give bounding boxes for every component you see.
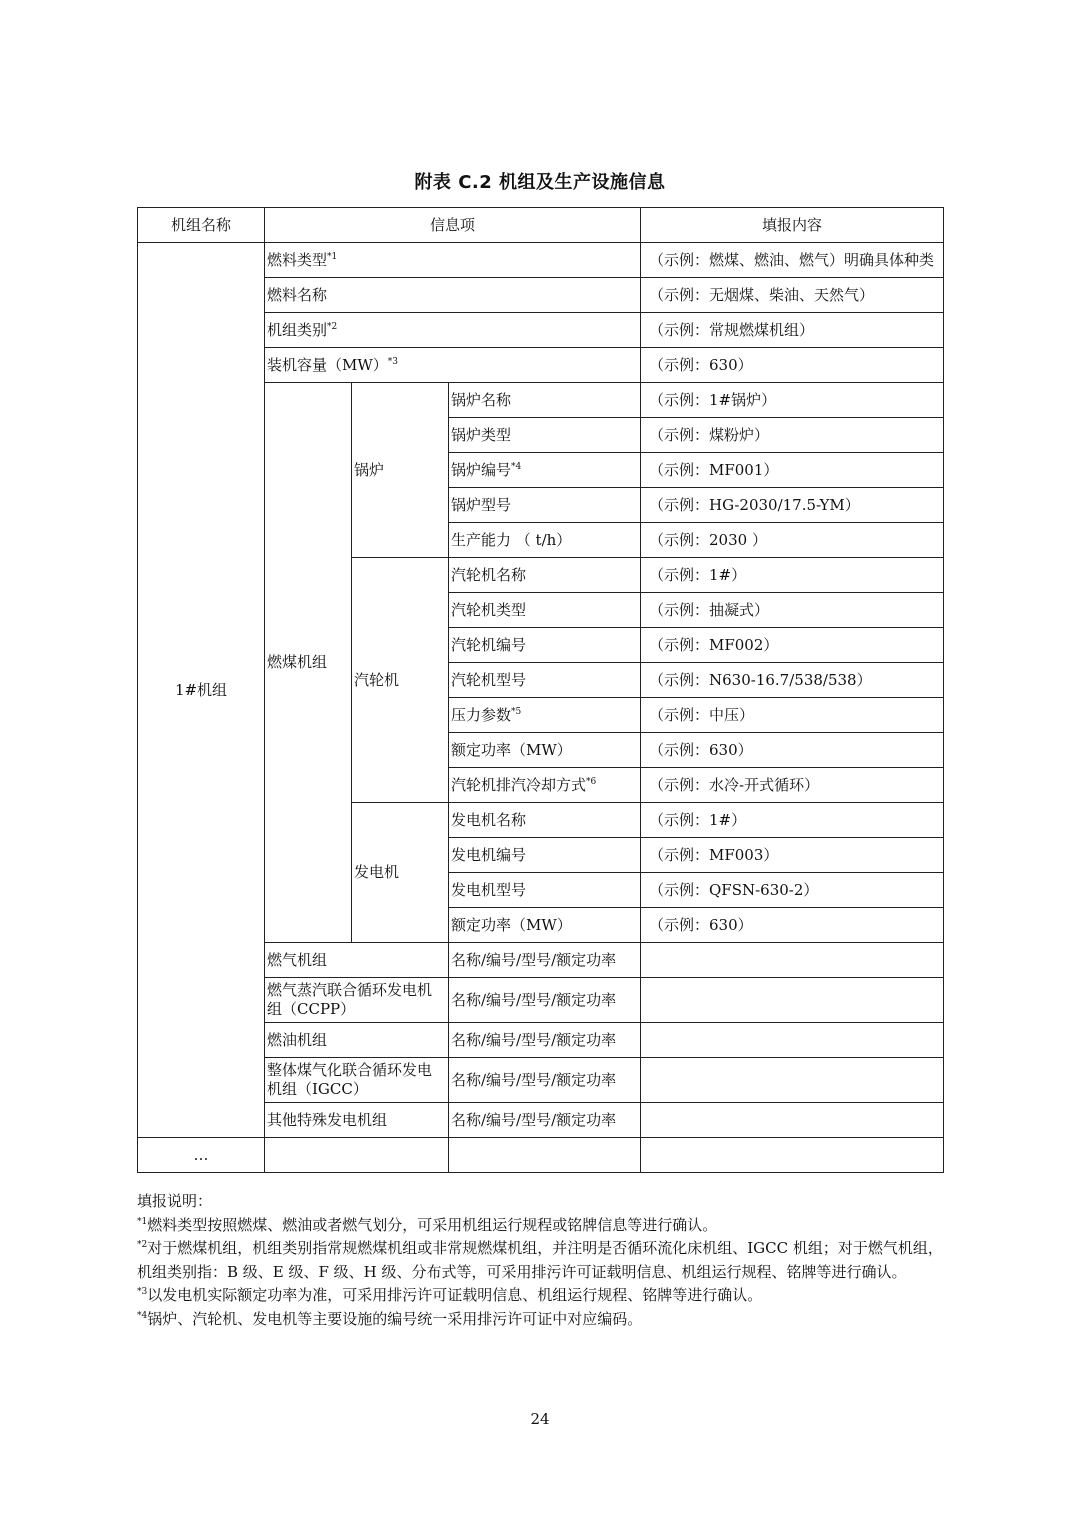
content-cell-text: （示例：煤粉炉） [649,425,770,444]
other-unit-item-cell [449,1103,641,1138]
footnote-mark: *1 [137,1216,148,1227]
ellipsis-cell-text: … [193,1145,209,1164]
equipment-group-cell [352,558,449,803]
footnote-mark: *5 [511,706,522,717]
equipment-item-cell-text: 压力参数 [451,705,512,724]
page-number: 24 [530,1410,550,1428]
equipment-item-cell [449,698,641,733]
other-unit-label-cell [265,1023,449,1058]
content-cell [641,733,944,768]
footnote-mark: *4 [137,1310,148,1321]
equipment-item-cell [449,453,641,488]
other-unit-label-cell-text: 燃油机组 [267,1030,328,1049]
other-unit-item-cell-text: 名称/编号/型号/额定功率 [451,990,617,1009]
content-cell [641,593,944,628]
other-unit-label-cell [265,943,449,978]
info-item-cell-text: 装机容量（MW） [267,355,388,374]
footnote-mark: *3 [387,356,399,367]
footnote-mark: *2 [327,321,338,332]
footnote-mark: *1 [327,251,338,262]
content-cell [641,313,944,348]
equipment-group-cell-text: 发电机 [354,863,400,881]
equipment-item-cell [449,768,641,803]
other-unit-item-cell-text: 名称/编号/型号/额定功率 [451,950,617,969]
ellipsis-cell [138,1138,265,1173]
other-unit-item-cell-text: 名称/编号/型号/额定功率 [451,1070,617,1089]
equipment-item-cell-text: 汽轮机型号 [451,670,527,689]
equipment-item-cell-text: 锅炉名称 [451,390,512,409]
info-item-cell-text: 机组类别 [267,320,328,339]
info-item-cell-text: 燃料类型 [267,250,328,269]
content-cell [641,978,944,1023]
equipment-item-cell-text: 锅炉类型 [451,425,512,444]
coal-unit-cell [265,383,352,943]
empty-cell [265,1138,449,1173]
equipment-item-cell-text: 汽轮机类型 [451,600,527,619]
header-info-item: 信息项 [265,208,641,243]
content-cell-text: （示例：N630-16.7/538/538） [649,670,872,689]
content-cell [641,838,944,873]
equipment-item-cell [449,873,641,908]
equipment-group-cell-text: 锅炉 [354,460,385,479]
content-cell-text: （示例：MF002） [649,635,779,654]
other-unit-item-cell-text: 名称/编号/型号/额定功率 [451,1110,617,1129]
equipment-item-cell [449,593,641,628]
other-unit-label-cell-text: 燃气机组 [267,950,328,969]
content-cell-text: （示例：QFSN-630-2） [649,880,819,899]
content-cell-text: （示例：MF003） [649,845,779,864]
info-item-cell-text: 燃料名称 [267,285,328,304]
info-item-cell [265,278,641,313]
equipment-group-cell [352,803,449,943]
content-cell-text: （示例：2030 ） [649,530,767,549]
unit-name-cell [138,243,265,1138]
header-unit-name: 机组名称 [138,208,265,243]
empty-cell [449,1138,641,1173]
note-text: 以发电机实际额定功率为准，可采用排污许可证载明信息、机组运行规程、铭牌等进行确认。 [147,1286,763,1304]
content-cell-text: （示例：MF001） [649,460,779,479]
content-cell-text: （示例：1#） [649,810,747,829]
content-cell-text: （示例：630） [649,915,753,934]
equipment-item-cell-text: 生产能力 （ t/h） [451,530,572,549]
equipment-item-cell-text: 锅炉型号 [451,495,512,514]
content-cell [641,803,944,838]
info-item-cell [265,243,641,278]
unit-name-cell-text: 1#机组 [174,680,228,699]
equipment-item-cell-text: 汽轮机编号 [451,635,527,654]
equipment-item-cell-text: 额定功率（MW） [451,915,572,934]
content-cell [641,628,944,663]
content-cell [641,1103,944,1138]
equipment-item-cell [449,418,641,453]
content-cell [641,873,944,908]
content-cell [641,453,944,488]
table-header-row [138,208,944,243]
content-cell [641,943,944,978]
content-cell [641,523,944,558]
info-item-cell [265,313,641,348]
equipment-item-cell [449,628,641,663]
page-title: 附表 C.2 机组及生产设施信息 [414,172,666,193]
note-text: 燃料类型按照燃煤、燃油或者燃气划分，可采用机组运行规程或铭牌信息等进行确认。 [147,1215,718,1234]
content-cell-text: （示例：中压） [649,705,755,724]
empty-cell [641,1138,944,1173]
note-item [137,1284,947,1308]
coal-unit-cell-text: 燃煤机组 [267,653,328,671]
unit-info-table [137,207,944,1173]
equipment-item-cell-text: 发电机名称 [451,810,527,829]
other-unit-label-cell-text: 整体煤气化联合循环发电机组（IGCC） [267,1061,433,1098]
content-cell-text: （示例：常规燃煤机组） [649,320,815,339]
table-row [138,243,944,278]
footnote-mark: *4 [511,461,522,472]
equipment-item-cell [449,663,641,698]
equipment-item-cell-text: 发电机型号 [451,880,527,899]
equipment-item-cell-text: 汽轮机排汽冷却方式 [451,775,587,794]
other-unit-item-cell [449,978,641,1023]
content-cell-text: （示例：1#锅炉） [649,390,777,409]
content-cell-text: （示例：水冷-开式循环） [649,775,820,794]
footnote-mark: *6 [586,776,597,787]
note-item [137,1308,947,1332]
other-unit-item-cell [449,943,641,978]
content-cell [641,348,944,383]
content-cell [641,558,944,593]
other-unit-label-cell [265,1103,449,1138]
note-item [137,1237,947,1284]
content-cell [641,698,944,733]
notes-heading: 填报说明： [137,1192,213,1210]
other-unit-item-cell-text: 名称/编号/型号/额定功率 [451,1030,617,1049]
equipment-item-cell [449,383,641,418]
equipment-item-cell [449,523,641,558]
content-cell [641,1058,944,1103]
other-unit-item-cell [449,1023,641,1058]
other-unit-label-cell [265,978,449,1023]
table-row [138,1138,944,1173]
equipment-item-cell [449,733,641,768]
info-item-cell [265,348,641,383]
content-cell [641,663,944,698]
equipment-item-cell-text: 额定功率（MW） [451,740,572,759]
note-item [137,1214,947,1238]
content-cell-text: （示例：630） [649,740,753,759]
content-cell [641,488,944,523]
note-text: 对于燃煤机组，机组类别指常规燃煤机组或非常规燃煤机组，并注明是否循环流化床机组、IGCC 机组；对于燃气机组，机组类别指：B 级、E 级、F 级、H 级、分布式等，可采用排污许可证载明信息、机组运行规程、铭牌等进行确认。 [137,1239,943,1281]
equipment-item-cell-text: 锅炉编号 [451,460,512,479]
table-body [138,243,944,1173]
notes-list [137,1214,947,1332]
other-unit-label-cell [265,1058,449,1103]
content-cell-text: （示例：燃煤、燃油、燃气）明确具体种类 [649,250,935,269]
equipment-item-cell-text: 汽轮机名称 [451,565,527,584]
content-cell [641,243,944,278]
content-cell-text: （示例：630） [649,355,753,374]
content-cell-text: （示例：无烟煤、柴油、天然气） [649,285,875,304]
content-cell [641,418,944,453]
content-cell-text: （示例：HG-2030/17.5-YM） [649,495,860,514]
equipment-item-cell-text: 发电机编号 [451,845,527,864]
content-cell [641,908,944,943]
content-cell [641,383,944,418]
content-cell [641,1023,944,1058]
header-content: 填报内容 [641,208,944,243]
equipment-item-cell [449,558,641,593]
other-unit-label-cell-text: 其他特殊发电机组 [267,1110,388,1129]
footnote-mark: *2 [137,1240,148,1250]
equipment-item-cell [449,908,641,943]
equipment-group-cell [352,383,449,558]
equipment-item-cell [449,803,641,838]
note-text: 锅炉、汽轮机、发电机等主要设施的编号统一采用排污许可证中对应编码。 [147,1309,643,1328]
equipment-item-cell [449,488,641,523]
equipment-group-cell-text: 汽轮机 [354,670,400,689]
other-unit-label-cell-text: 燃气蒸汽联合循环发电机组（CCPP） [267,981,433,1018]
content-cell [641,768,944,803]
filling-notes [137,1190,947,1331]
content-cell-text: （示例：抽凝式） [649,600,770,619]
equipment-item-cell [449,838,641,873]
other-unit-item-cell [449,1058,641,1103]
content-cell-text: （示例：1#） [649,565,747,584]
content-cell [641,278,944,313]
footnote-mark: *3 [137,1287,148,1297]
